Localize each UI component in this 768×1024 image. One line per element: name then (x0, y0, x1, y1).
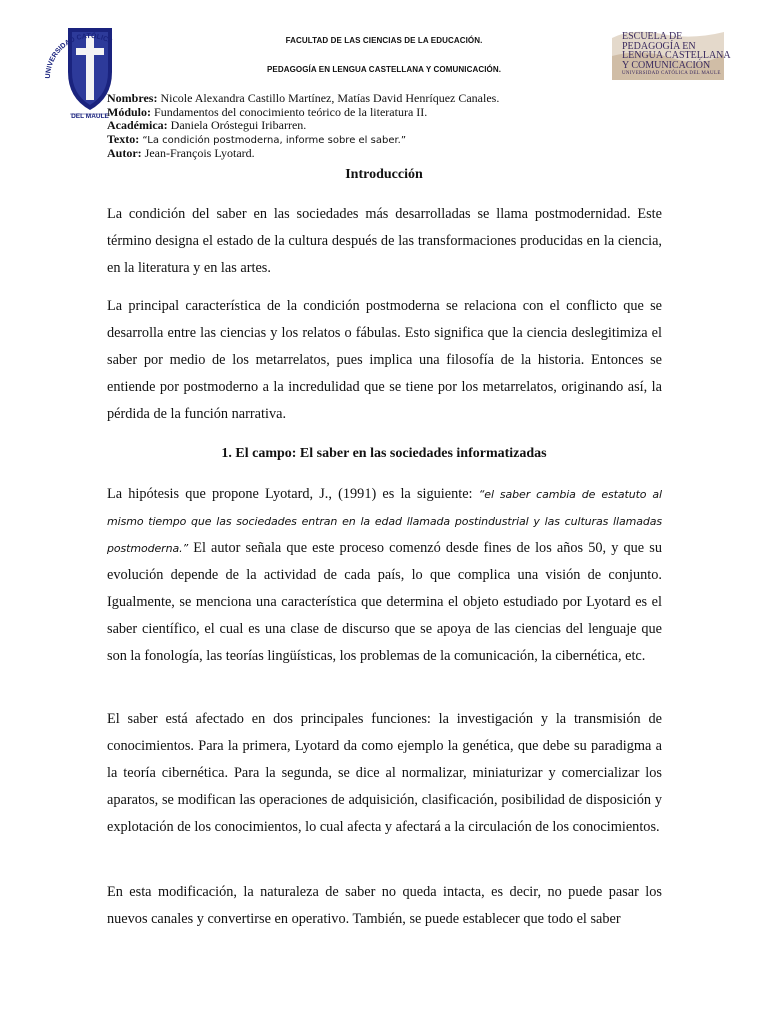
meta-label: Nombres: (107, 91, 158, 105)
meta-modulo (107, 106, 499, 120)
section-heading: 1. El campo: El saber en las sociedades informatizadas (221, 446, 547, 461)
meta-value: Jean-François Lyotard. (141, 146, 255, 161)
school-logo-subline: UNIVERSIDAD CATÓLICA DEL MAULE (622, 71, 721, 76)
school-logo-line: Y COMUNICACIÓN (622, 59, 711, 71)
school-logo-line: LENGUA CASTELLANA (622, 50, 731, 61)
meta-value: “La condición postmoderna, informe sobre el saber.” (139, 134, 407, 146)
paragraph-text: La hipótesis que propone Lyotard, J., (1991) es la siguiente: (107, 486, 479, 502)
meta-label: Autor: (107, 146, 142, 161)
school-logo-line: PEDAGOGÍA EN (622, 40, 696, 52)
paragraph: La condición del saber en las sociedades más desarrolladas se llama postmodernidad. Este término designa el estado de la cultura después de las transformaciones producidas en la ciencia, en la literatura y en las artes. (107, 206, 662, 276)
meta-label: Académica: (107, 118, 168, 133)
meta-value: Nicole Alexandra Castillo Martínez, Matías David Henríquez Canales. (157, 91, 500, 105)
logo-text-top: UNIVERSIDAD CATÓLICA (44, 32, 114, 79)
meta-texto (107, 133, 499, 148)
meta-academica (107, 119, 499, 133)
paragraph: La principal característica de la condición postmoderna se relaciona con el conflicto que se desarrolla entre las ciencias y los relatos o fábulas. Esto significa que la ciencia deslegitimiza el saber por medio de los metarrelatos, pues implica una filosofía de la historia. Entonces se entiende por postmoderno a la incredulidad que se tiene por los metarrelatos, originando así, la pérdida de la función narrativa. (107, 298, 662, 422)
meta-value: Daniela Oróstegui Iribarren. (167, 118, 307, 133)
meta-autor (107, 147, 499, 161)
meta-nombres (107, 92, 499, 106)
paragraph: En esta modificación, la naturaleza de saber no queda intacta, es decir, no puede pasar los nuevos canales y convertirse en operativo. También, se puede establecer que todo el saber (107, 884, 662, 927)
quotation: “el saber cambia de estatuto al mismo tiempo que las sociedades entran en la edad llamada postindustrial y las culturas llamadas postmoderna.” (107, 488, 662, 555)
paragraph: El saber está afectado en dos principales funciones: la investigación y la transmisión de conocimientos. Para la primera, Lyotard da como ejemplo la genética, que debe su paradigma a la teoría cibernética. Para la segunda, se dice al normalizar, miniaturizar y comercializar los aparatos, se modifican las operaciones de adquisición, clasificación, posibilidad de disposición y explotación de los conocimientos, lo cual afecta y afectará a la circulación de los conocimientos. (107, 711, 662, 835)
meta-label: Texto: (107, 131, 140, 146)
meta-value: Fundamentos del conocimiento teórico de la literatura II. (151, 104, 428, 119)
faculty-header: FACULTAD DE LAS CIENCIAS DE LA EDUCACIÓN. (285, 36, 483, 45)
paragraph-text: El autor señala que este proceso comenzó desde fines de los años 50, y que su evolución depende de la actividad de cada país, lo que complica una visión de conjunto. Igualmente, se menciona una característica que determina el objeto estudiado por Lyotard es el saber científico, el cual es una clase de discurso que se apoya de las ciencias del lenguaje que son la fonología, las teorías lingüísticas, los problemas de la comunicación, la cibernética, etc. (107, 540, 662, 664)
paragraph (107, 481, 662, 670)
metadata-block (107, 92, 499, 161)
meta-label: Módulo: (107, 104, 152, 119)
logo-text-bottom: DEL MAULE (71, 113, 109, 120)
school-logo-line: ESCUELA DE (622, 31, 683, 42)
introduction-heading: Introducción (345, 167, 423, 182)
program-header: PEDAGOGÍA EN LENGUA CASTELLANA Y COMUNICACIÓN. (266, 65, 502, 74)
